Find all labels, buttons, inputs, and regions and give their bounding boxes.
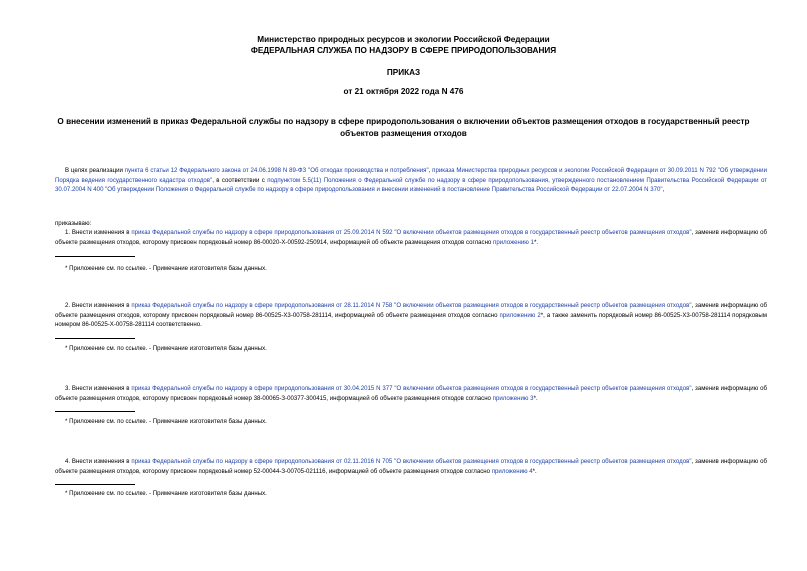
order-link-2[interactable]: приказ Федеральной службы по надзору в сфере природопользования от 28.11.2014 N 758 "О включении объектов размещения отходов в государственный реестр объектов размещения отходов" <box>131 302 692 309</box>
ministry-order-link[interactable]: приказа Министерства природных ресурсов и экологии Российской Федерации от 30.09.2011 N 792 "Об утверждении Порядка ведения государственного кадастра отходов" <box>55 167 767 184</box>
order-item-1: 1. Внести изменения в приказ Федеральной службы по надзору в сфере природопользования от 25.09.2014 N 592 "О включении объектов размещения отходов в государственный реестр объектов размещения отходов", заменив информацию об объекте размещения отходов, которому присвоен порядковый номер 86-00020-Х-00592-250914, информацией об объекте размещения отходов согласно приложению 1*. <box>55 229 767 246</box>
footnote-divider <box>55 484 135 485</box>
appendix-link-2[interactable]: приложению 2 <box>499 311 541 319</box>
footnote-4: * Приложение см. по ссылке. - Примечание изготовителя базы данных. <box>65 490 267 497</box>
document-type: ПРИКАЗ <box>386 68 421 77</box>
footnote-divider <box>55 338 135 339</box>
order-item-2: 2. Внести изменения в приказ Федеральной службы по надзору в сфере природопользования от 28.11.2014 N 758 "О включении объектов размещения отходов в государственный реестр объектов размещения отходов", заменив информацию об объекте размещения отходов, которому присвоен порядковый номер 86-00525-Х3-00758-281114, информацией об объекте размещения отходов согласно приложению 2*, а также заменить порядковый номер 86-00525-Х3-00758-281114 порядковым номером 86-00525-Х-00758-281114 соответственно. <box>55 302 767 329</box>
regulation-link[interactable]: подпунктом 5.5(11) Положения о Федеральной службе по надзору в сфере природопользования, утвержденного постановлением Правительства Российской Федерации от 30.07.2004 N 400 "Об утверждении Положения о Федеральной службе по надзору в сфере природопользования и внесении изменений в постановление Правительства Российской Федерации от 22.07.2004 N 370" <box>55 176 767 194</box>
service-name: ФЕДЕРАЛЬНАЯ СЛУЖБА ПО НАДЗОРУ В СФЕРЕ ПРИРОДОПОЛЬЗОВАНИЯ <box>250 46 557 55</box>
orders-word: приказываю: <box>55 220 92 227</box>
appendix-link-4[interactable]: приложению 4 <box>491 467 533 475</box>
ministry-name: Министерство природных ресурсов и экологии Российской Федерации <box>257 35 550 44</box>
footnote-1: * Приложение см. по ссылке. - Примечание изготовителя базы данных. <box>65 265 267 272</box>
order-item-4: 4. Внести изменения в приказ Федеральной службы по надзору в сфере природопользования от 02.11.2016 N 705 "О включении объектов размещения отходов в государственный реестр объектов размещения отходов", заменив информацию об объекте размещения отходов, которому присвоен порядковый номер 52-00044-З-00705-021116, информацией об объекте размещения отходов согласно приложению 4*. <box>55 458 767 475</box>
preamble-paragraph: В целях реализации пункта 6 статьи 12 Федерального закона от 24.06.1998 N 89-ФЗ "Об отходах производства и потребления", приказа Министерства природных ресурсов и экологии Российской Федерации от 30.09.2011 N 792 "Об утверждении Порядка ведения государственного кадастра отходов", в соответствии с подпунктом 5.5(11) Положения о Федеральной службе по надзору в сфере природопользования, утвержденного постановлением Правительства Российской Федерации от 30.07.2004 N 400 "Об утверждении Положения о Федеральной службе по надзору в сфере природопользования и внесении изменений в постановление Правительства Российской Федерации от 22.07.2004 N 370", <box>55 167 767 194</box>
footnote-divider <box>55 256 135 257</box>
document-title: О внесении изменений в приказ Федеральной службы по надзору в сфере природопользования о включении объектов размещения отходов в государственный реестр объектов размещения отходов <box>57 117 750 138</box>
appendix-link-1[interactable]: приложению 1 <box>493 238 534 246</box>
order-link-3[interactable]: приказ Федеральной службы по надзору в сфере природопользования от 30.04.2015 N 377 "О включении объектов размещения отходов в государственный реестр объектов размещения отходов" <box>131 385 692 392</box>
order-item-3: 3. Внести изменения в приказ Федеральной службы по надзору в сфере природопользования от 30.04.2015 N 377 "О включении объектов размещения отходов в государственный реестр объектов размещения отходов", заменив информацию об объекте размещения отходов, которому присвоен порядковый номер 38-00065-З-00377-300415, информацией об объекте размещения отходов согласно приложению 3*. <box>55 385 767 402</box>
footnote-2: * Приложение см. по ссылке. - Примечание изготовителя базы данных. <box>65 345 267 352</box>
order-link-1[interactable]: приказ Федеральной службы по надзору в сфере природопользования от 25.09.2014 N 592 "О включении объектов размещения отходов в государственный реестр объектов размещения отходов" <box>131 229 692 236</box>
footnote-3: * Приложение см. по ссылке. - Примечание изготовителя базы данных. <box>65 418 267 425</box>
footnote-divider <box>55 411 135 412</box>
law-link[interactable]: пункта 6 статьи 12 Федерального закона от 24.06.1998 N 89-ФЗ "Об отходах производства и потребления" <box>124 167 429 174</box>
appendix-link-3[interactable]: приложению 3 <box>492 394 534 402</box>
order-link-4[interactable]: приказ Федеральной службы по надзору в сфере природопользования от 02.11.2016 N 705 "О включении объектов размещения отходов в государственный реестр объектов размещения отходов" <box>131 458 692 465</box>
document-date: от 21 октября 2022 года N 476 <box>343 87 464 96</box>
